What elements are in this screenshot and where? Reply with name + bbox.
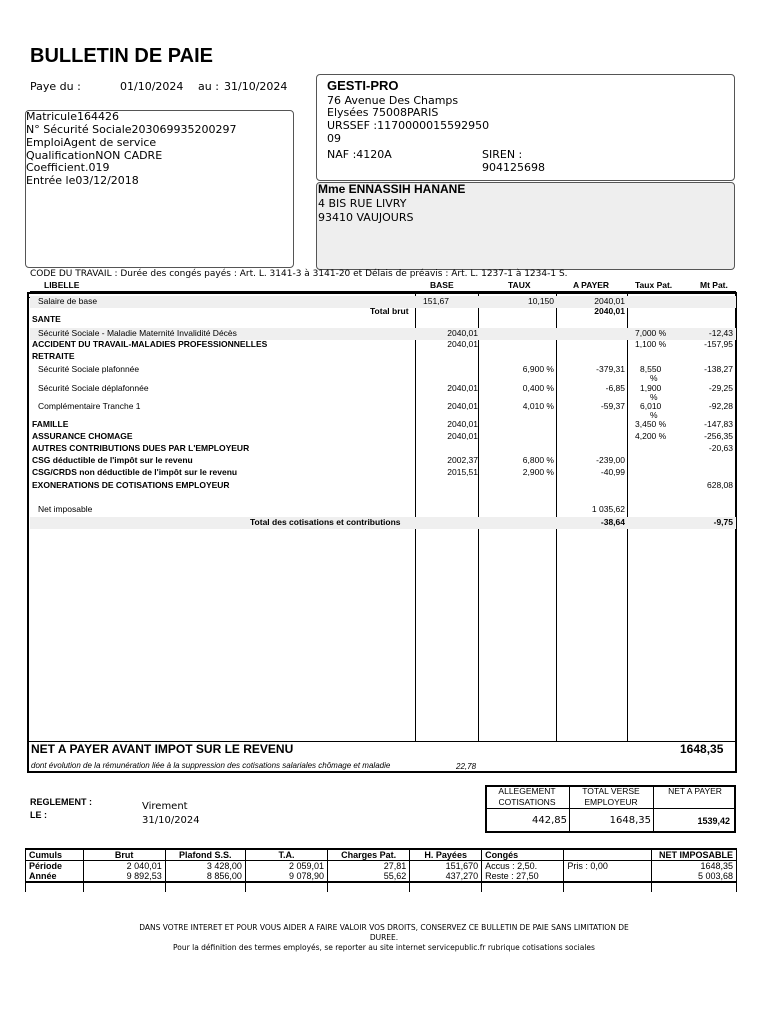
row-taux: 4,010 %	[522, 401, 554, 411]
table-row	[30, 504, 736, 516]
table-row	[30, 351, 736, 363]
row-label: RETRAITE	[32, 351, 75, 361]
cumuls-cell: Période	[26, 861, 84, 872]
table-header	[30, 280, 736, 292]
employer-name: GESTI-PRO	[327, 78, 399, 93]
cumuls-cell	[564, 871, 651, 882]
employer-naf: NAF :4120A	[327, 148, 392, 161]
table-row	[26, 871, 737, 882]
row-mt-pat: -256,35	[704, 431, 733, 441]
row-mt-pat: -147,83	[704, 419, 733, 429]
cumuls-header: Charges Pat.	[328, 849, 410, 861]
row-label: CSG/CRDS non déductible de l'impôt sur le revenu	[32, 467, 238, 477]
row-mt-pat: -12,43	[708, 328, 733, 338]
summary-divider	[653, 785, 654, 833]
row-payer: -379,31	[596, 364, 625, 374]
table-row	[30, 401, 736, 420]
page-title: BULLETIN DE PAIE	[30, 45, 213, 67]
row-payer: 2040,01	[594, 296, 625, 306]
row-base: 2040,01	[447, 419, 478, 429]
employer-siren: 904125698	[482, 161, 545, 174]
col-libelle: LIBELLE	[44, 280, 80, 290]
row-mt-pat: -157,95	[704, 339, 733, 349]
employer-urssaf: URSSEF :1170000015592950	[327, 119, 490, 132]
table-row	[30, 517, 736, 529]
row-base: 2040,01	[447, 328, 478, 338]
row-taux-pat: 1,100 %	[635, 339, 667, 349]
row-mt-pat: -20,63	[708, 443, 733, 453]
footer-line: DUREE.	[369, 933, 399, 942]
row-taux-pat-pct: %	[650, 392, 658, 402]
row-payer: -59,37	[600, 401, 625, 411]
row-base: 151,67	[423, 296, 449, 306]
row-label: Net imposable	[38, 504, 93, 514]
employee-qualification: QualificationNON CADRE	[26, 149, 163, 162]
row-label: Salaire de base	[38, 296, 98, 306]
row-label: FAMILLE	[32, 419, 69, 429]
cumuls-header: Plafond S.S.	[165, 849, 245, 861]
row-label: Complémentaire Tranche 1	[38, 401, 141, 411]
table-row	[30, 467, 736, 479]
summary-divider	[485, 808, 736, 809]
cumuls-header: Congés	[482, 849, 564, 861]
table-row	[30, 383, 736, 402]
row-taux: 6,900 %	[522, 364, 554, 374]
row-taux: 6,800 %	[522, 455, 554, 465]
row-label: Sécurité Sociale plafonnée	[38, 364, 140, 374]
employee-matricule: Matricule164426	[26, 110, 119, 123]
table-row	[30, 419, 736, 431]
row-label: SANTE	[32, 314, 61, 324]
reglement-le-label: LE :	[30, 810, 47, 820]
col-taux: TAUX	[508, 280, 531, 290]
col-a-payer: A PAYER	[573, 280, 610, 290]
row-payer: 1 035,62	[591, 504, 625, 514]
row-mt-pat: 628,08	[707, 480, 733, 490]
row-taux-pat: 1,900	[640, 383, 662, 393]
table-row	[30, 431, 736, 443]
row-label: Sécurité Sociale déplafonnée	[38, 383, 149, 393]
row-label: ACCIDENT DU TRAVAIL-MALADIES PROFESSIONNELLES	[32, 339, 268, 349]
footer	[0, 923, 768, 953]
cumuls-header	[564, 849, 651, 861]
row-label: Total des cotisations et contributions	[250, 517, 401, 527]
row-taux: 2,900 %	[522, 467, 554, 477]
allegement-label: ALLEGEMENT COTISATIONS	[498, 786, 556, 807]
row-taux: 10,150	[528, 296, 554, 306]
net-value: 1648,35	[680, 742, 724, 756]
cumuls-cell: 9 078,90	[245, 871, 327, 882]
col-base: BASE	[430, 280, 454, 290]
legal-note: CODE DU TRAVAIL : Durée des congés payés : Art. L. 3141-3 à 3141-20 et Délais de préavis : Art. L. 1237-1 à 1234-1 S.	[30, 269, 568, 279]
reglement-method: Virement	[142, 801, 188, 812]
cumuls-cell: 2 040,01	[83, 861, 165, 872]
period-to-label: au :	[198, 80, 219, 93]
recipient-name: Mme ENNASSIH HANANE	[318, 182, 466, 196]
employee-secu: N° Sécurité Sociale203069935200297	[26, 123, 237, 136]
row-taux-pat: 7,000 %	[635, 328, 667, 338]
row-taux-pat: 4,200 %	[635, 431, 667, 441]
row-mt-pat: -92,28	[708, 401, 733, 411]
employer-address1: 76 Avenue Des Champs	[327, 94, 459, 107]
row-payer: -38,64	[600, 517, 625, 527]
row-label: ASSURANCE CHOMAGE	[32, 431, 133, 441]
row-base: 2002,37	[447, 455, 478, 465]
allegement-value: 442,85	[532, 815, 567, 826]
cumuls-header: Cumuls	[26, 849, 84, 861]
cumuls-cell: Pris : 0,00	[564, 861, 651, 872]
row-taux: 0,400 %	[522, 383, 554, 393]
cumuls-cell: 437,270	[410, 871, 482, 882]
table-row	[26, 882, 737, 892]
row-label: Sécurité Sociale - Maladie Maternité Invalidité Décès	[38, 328, 237, 338]
row-payer: -239,00	[596, 455, 625, 465]
row-mt-pat: -138,27	[704, 364, 733, 374]
cumuls-cell: Accus : 2,50.	[482, 861, 564, 872]
footer-line: Pour la définition des termes employés, se reporter au site internet servicepublic.fr rubrique cotisations sociales	[173, 943, 595, 952]
cumuls-header: Brut	[83, 849, 165, 861]
period-from: 01/10/2024	[120, 80, 184, 93]
col-taux-pat: Taux Pat.	[635, 280, 673, 290]
row-payer: -40,99	[600, 467, 625, 477]
cumuls-cell: Année	[26, 871, 84, 882]
row-taux-pat: 8,550	[640, 364, 662, 374]
table-row	[30, 364, 736, 383]
row-label: CSG déductible de l'impôt sur le revenu	[32, 455, 193, 465]
row-taux-pat: 3,450 %	[635, 419, 667, 429]
table-row	[26, 861, 737, 872]
total-verse-label: TOTAL VERSE EMPLOYEUR	[582, 786, 640, 807]
cumuls-cell: 27,81	[328, 861, 410, 872]
cumuls-cell: 8 856,00	[165, 871, 245, 882]
employer-address2: Elysées 75008PARIS	[327, 106, 439, 119]
net-note-value: 22,78	[456, 762, 477, 771]
summary-divider	[569, 785, 570, 833]
footer-line: DANS VOTRE INTERET ET POUR VOUS AIDER A FAIRE VALOIR VOS DROITS, CONSERVEZ CE BULLETIN DE PAIE SANS LIMITATION DE	[139, 923, 629, 932]
row-label: EXONERATIONS DE COTISATIONS EMPLOYEUR	[32, 480, 230, 490]
employee-emploi: EmploiAgent de service	[26, 136, 157, 149]
row-base: 2040,01	[447, 431, 478, 441]
cumuls-cell: 2 059,01	[245, 861, 327, 872]
col-mt-pat: Mt Pat.	[700, 280, 728, 290]
recipient-address1: 4 BIS RUE LIVRY	[318, 197, 407, 210]
total-verse-value: 1648,35	[609, 815, 651, 826]
cumuls-cell: 3 428,00	[165, 861, 245, 872]
row-label: AUTRES CONTRIBUTIONS DUES PAR L'EMPLOYEUR	[32, 443, 250, 453]
reglement-label: REGLEMENT :	[30, 797, 92, 807]
row-taux-pat-pct: %	[650, 410, 658, 420]
net-note: dont évolution de la rémunération liée à la suppression des cotisations salariales chômage et maladie	[31, 761, 391, 770]
table-row	[30, 314, 736, 326]
table-row	[30, 480, 736, 492]
employer-siren-label: SIREN :	[482, 148, 523, 161]
cumuls-cell: 5 003,68	[651, 871, 736, 882]
cumuls-cell: 55,62	[328, 871, 410, 882]
row-taux-pat-pct: %	[650, 373, 658, 383]
table-row	[30, 443, 736, 455]
employee-coefficient: Coefficient.019	[26, 161, 110, 174]
row-base: 2015,51	[447, 467, 478, 477]
net-payer-label: NET A PAYER	[668, 786, 722, 796]
cumuls-cell: 9 892,53	[83, 871, 165, 882]
row-base: 2040,01	[447, 383, 478, 393]
cumuls-cell: Reste : 27,50	[482, 871, 564, 882]
recipient-address2: 93410 VAUJOURS	[318, 211, 414, 224]
period-label: Paye du :	[30, 80, 81, 93]
row-taux-pat: 6,010	[640, 401, 662, 411]
net-payer-value: 1539,42	[697, 816, 730, 826]
row-payer: -6,85	[605, 383, 625, 393]
row-label: Total brut	[370, 306, 409, 316]
net-label: NET A PAYER AVANT IMPOT SUR LE REVENU	[31, 742, 294, 756]
cumuls-header: T.A.	[245, 849, 327, 861]
table-row	[30, 339, 736, 351]
employer-urssaf-cont: 09	[327, 132, 341, 145]
cumuls-header: NET IMPOSABLE	[651, 849, 736, 861]
cumuls-table	[25, 848, 737, 892]
row-mt-pat: -29,25	[708, 383, 733, 393]
row-payer: 2040,01	[594, 306, 625, 316]
reglement-date: 31/10/2024	[142, 815, 200, 826]
period-to: 31/10/2024	[224, 80, 288, 93]
row-base: 2040,01	[447, 339, 478, 349]
row-mt-pat: -9,75	[713, 517, 733, 527]
employee-entree: Entrée le03/12/2018	[26, 174, 139, 187]
cumuls-cell: 1648,35	[651, 861, 736, 872]
cumuls-cell: 151,670	[410, 861, 482, 872]
cumuls-header: H. Payées	[410, 849, 482, 861]
row-base: 2040,01	[447, 401, 478, 411]
table-row	[30, 455, 736, 467]
